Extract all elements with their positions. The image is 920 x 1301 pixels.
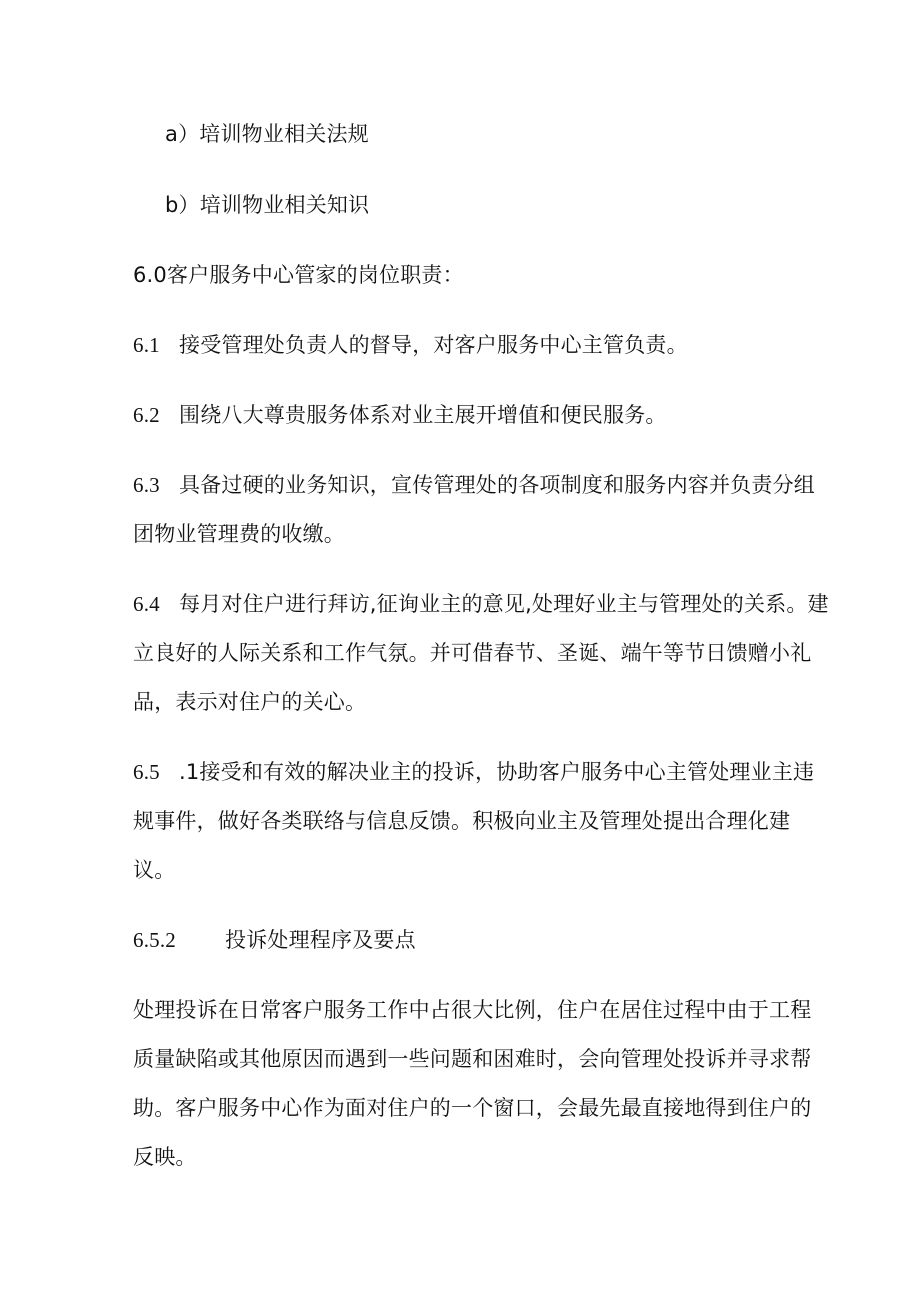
paragraph-number: 6.1: [133, 333, 160, 357]
paragraph-line: 具备过硬的业务知识，宣传管理处的各项制度和服务内容并负责分组: [179, 473, 815, 497]
paragraph-6-5: [133, 758, 814, 786]
body-line-2: 质量缺陷或其他原因而遇到一些问题和困难时，会向管理处投诉并寻求帮: [133, 1047, 812, 1071]
paragraph-number: 6.5.2: [133, 928, 176, 952]
paragraph-6-1: [133, 331, 688, 359]
paragraph-6-4-cont-1: 立良好的人际关系和工作气氛。并可借春节、圣诞、端午等节日馈赠小礼: [133, 641, 812, 665]
paragraph-line: 接受管理处负责人的督导，对客户服务中心主管负责。: [179, 333, 688, 357]
paragraph-number: 6.5: [133, 760, 160, 784]
heading-6-5-2: [133, 926, 416, 954]
body-line-3: 助。客户服务中心作为面对住户的一个窗口，会最先最直接地得到住户的: [133, 1096, 812, 1120]
paragraph-6-4: [133, 590, 829, 618]
list-item-b: [165, 191, 369, 219]
list-item-a: [165, 120, 369, 148]
section-heading: 6.0客户服务中心管家的岗位职责：: [133, 263, 464, 287]
paragraph-6-5-cont-2: 议。: [133, 858, 176, 882]
heading-text: 投诉处理程序及要点: [225, 928, 416, 952]
paragraph-line: 每月对住户进行拜访,征询业主的意见,处理好业主与管理处的关系。建: [179, 592, 829, 616]
paragraph-6-4-cont-2: 品，表示对住户的关心。: [133, 690, 367, 714]
paragraph-number: 6.3: [133, 473, 160, 497]
body-line-4: 反映。: [133, 1145, 197, 1169]
list-marker: a）: [165, 122, 200, 146]
list-marker: b）: [165, 193, 200, 217]
body-line-1: 处理投诉在日常客户服务工作中占很大比例，住户在居住过程中由于工程: [133, 998, 812, 1022]
paragraph-6-2: [133, 401, 667, 429]
paragraph-6-3-cont: 团物业管理费的收缴。: [133, 522, 345, 546]
paragraph-number: 6.2: [133, 403, 160, 427]
paragraph-line: .1接受和有效的解决业主的投诉，协助客户服务中心主管处理业主违: [179, 760, 815, 784]
list-text: 培训物业相关知识: [199, 193, 370, 217]
paragraph-line: 围绕八大尊贵服务体系对业主展开增值和便民服务。: [179, 403, 667, 427]
paragraph-6-3: [133, 471, 815, 499]
paragraph-6-5-cont-1: 规事件，做好各类联络与信息反馈。积极向业主及管理处提出合理化建: [133, 809, 791, 833]
paragraph-number: 6.4: [133, 592, 160, 616]
list-text: 培训物业相关法规: [199, 122, 369, 146]
